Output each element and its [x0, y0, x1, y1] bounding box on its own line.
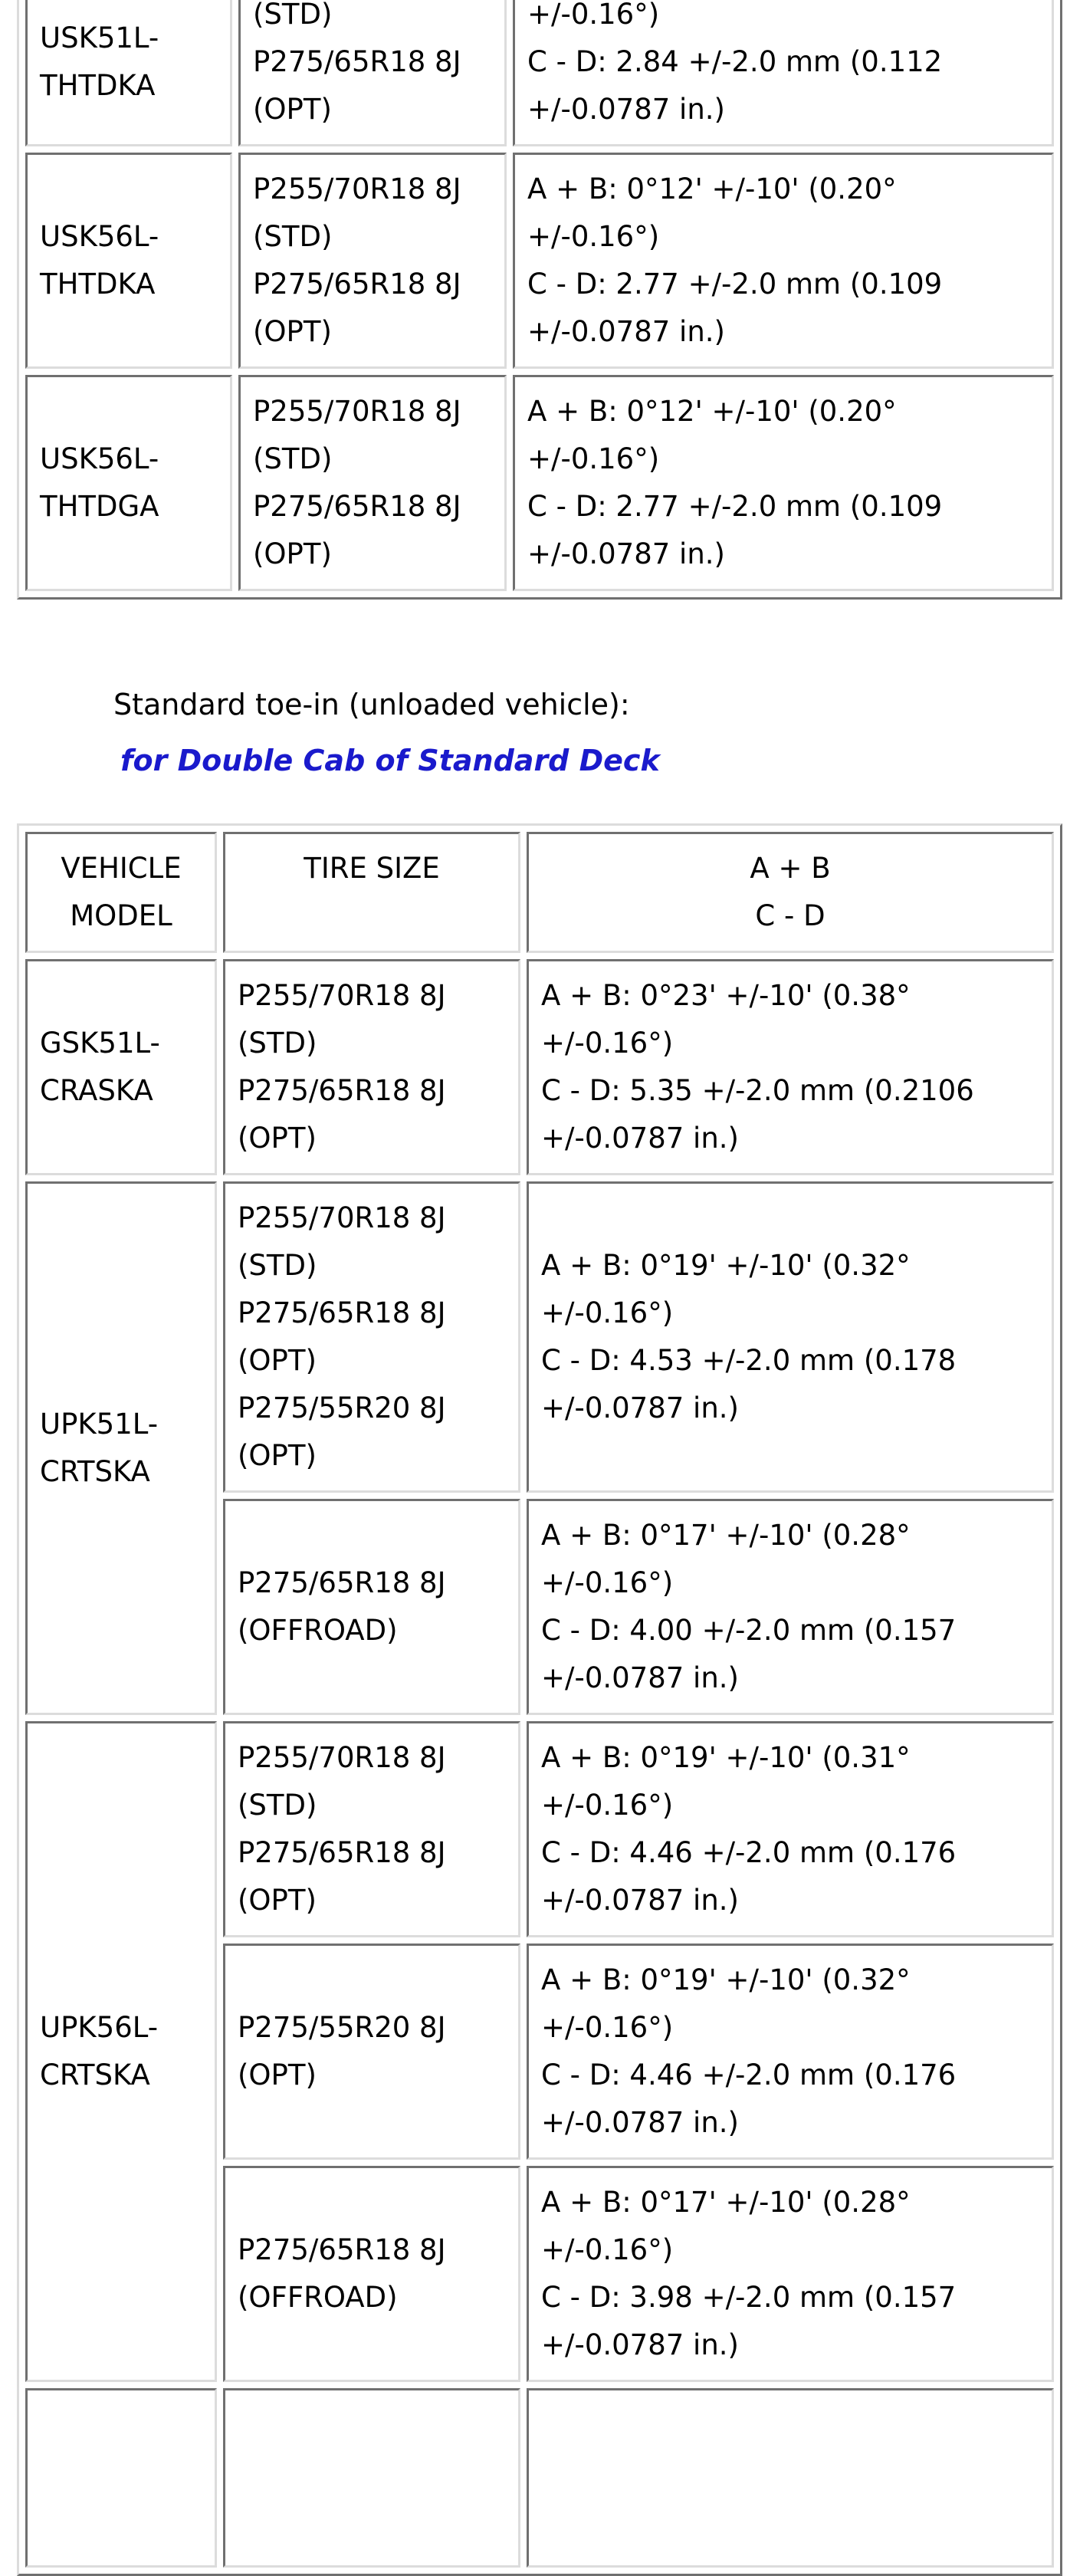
tire-line: (OPT)	[238, 1122, 317, 1155]
header-line: MODEL	[70, 899, 172, 932]
tire-line: P275/65R18 8J	[238, 2233, 446, 2266]
tire-line: (STD)	[238, 1027, 317, 1060]
section-subheading: for Double Cab of Standard Deck	[120, 744, 660, 777]
model-line: CRTSKA	[40, 1455, 150, 1488]
model-line: CRASKA	[40, 1074, 153, 1107]
toe-in-cell	[527, 2166, 1054, 2382]
spec-line: +/-0.16°)	[541, 2011, 674, 2044]
model-line: UPK51L-	[40, 1408, 159, 1441]
section-caption: Standard toe-in (unloaded vehicle):	[113, 688, 630, 721]
spec-line: +/-0.16°)	[527, 442, 660, 475]
spec-line: +/-0.0787 in.)	[541, 2106, 739, 2139]
tire-size-cell	[223, 1499, 520, 1715]
tire-line: P275/65R18 8J	[253, 490, 461, 523]
toe-in-cell	[527, 1499, 1054, 1715]
spec-line: +/-0.0787 in.)	[527, 537, 725, 570]
spec-line: C - D: 2.84 +/-2.0 mm (0.112	[527, 45, 943, 78]
tire-line: P255/70R18 8J	[253, 172, 461, 205]
header-row	[25, 832, 1054, 953]
tire-size-cell	[238, 153, 507, 369]
model-cell	[25, 1721, 217, 2382]
spec-line: +/-0.0787 in.)	[527, 315, 725, 348]
tire-line: P255/70R18 8J	[253, 395, 461, 428]
tire-line: P275/65R18 8J	[253, 268, 461, 301]
spec-line: +/-0.16°)	[541, 1566, 674, 1599]
spec-line: A + B: 0°19' +/-10' (0.32°	[541, 1963, 911, 1996]
tire-size-cell	[223, 2388, 520, 2568]
spec-line: A + B: 0°19' +/-10' (0.32°	[541, 1249, 911, 1282]
model-cell	[25, 375, 232, 591]
model-line: THTDKA	[40, 268, 156, 301]
spec-line: C - D: 3.98 +/-2.0 mm (0.157	[541, 2281, 957, 2314]
model-line: CRTSKA	[40, 2058, 150, 2091]
alignment-table-1	[17, 0, 1062, 600]
spec-line: A + B: 0°23' +/-10' (0.38°	[541, 979, 911, 1012]
table-row	[25, 153, 1054, 369]
spec-line: +/-0.0787 in.)	[541, 2328, 739, 2361]
spec-line: +/-0.0787 in.)	[541, 1122, 739, 1155]
model-cell	[25, 959, 217, 1175]
toe-in-cell	[527, 959, 1054, 1175]
tire-line: P275/65R18 8J	[238, 1566, 446, 1599]
spec-line: C - D: 4.53 +/-2.0 mm (0.178	[541, 1344, 957, 1377]
tire-line: P275/65R18 8J	[238, 1296, 446, 1329]
table-row	[25, 1721, 1054, 1937]
spec-line: +/-0.16°)	[541, 1027, 674, 1060]
tire-size-cell	[223, 1181, 520, 1493]
spec-line: C - D: 2.77 +/-2.0 mm (0.109	[527, 268, 943, 301]
header-line: VEHICLE	[61, 852, 182, 885]
toe-in-cell	[513, 153, 1054, 369]
header-model	[25, 832, 217, 953]
spec-line: C - D: 5.35 +/-2.0 mm (0.2106	[541, 1074, 974, 1107]
spec-line: +/-0.0787 in.)	[541, 1884, 739, 1917]
tire-line: P255/70R18 8J	[238, 979, 446, 1012]
table1-wrap	[17, 0, 1062, 600]
toe-in-cell	[527, 1181, 1054, 1493]
tire-line: (STD)	[238, 1789, 317, 1822]
tire-line: (OPT)	[253, 537, 332, 570]
model-line: USK56L-	[40, 442, 159, 475]
model-line: GSK51L-	[40, 1027, 160, 1060]
header-line: A + B	[750, 852, 831, 885]
tire-line: (STD)	[253, 442, 333, 475]
table-row	[25, 959, 1054, 1175]
tire-line: (OPT)	[253, 93, 332, 126]
header-spec	[527, 832, 1054, 953]
tire-line: (OPT)	[238, 1344, 317, 1377]
table2-wrap	[17, 823, 1062, 2576]
tire-line: P255/70R18 8J	[238, 1741, 446, 1774]
header-line: C - D	[755, 899, 825, 932]
table-row	[25, 1181, 1054, 1493]
model-cell	[25, 0, 232, 146]
spec-line: +/-0.16°)	[541, 2233, 674, 2266]
model-line: UPK56L-	[40, 2011, 159, 2044]
model-line: THTDGA	[40, 490, 159, 523]
model-cell	[25, 2388, 217, 2568]
tire-size-cell	[223, 1944, 520, 2160]
tire-line: P275/55R20 8J	[238, 2011, 446, 2044]
tire-size-cell	[223, 1721, 520, 1937]
table-row	[25, 2388, 1054, 2568]
spec-line: A + B: 0°17' +/-10' (0.28°	[541, 2186, 911, 2219]
spec-line: A + B: 0°19' +/-10' (0.31°	[541, 1741, 911, 1774]
table-row	[25, 375, 1054, 591]
spec-line: +/-0.16°)	[527, 220, 660, 253]
tire-line: (OPT)	[238, 2058, 317, 2091]
tire-size-cell	[223, 2166, 520, 2382]
tire-line: P275/65R18 8J	[238, 1074, 446, 1107]
spec-line: C - D: 4.46 +/-2.0 mm (0.176	[541, 1836, 957, 1869]
tire-line: P275/65R18 8J	[253, 45, 461, 78]
spec-line: C - D: 2.77 +/-2.0 mm (0.109	[527, 490, 943, 523]
tire-line: (STD)	[238, 1249, 317, 1282]
tire-line: (OPT)	[253, 315, 332, 348]
spec-line: +/-0.16°)	[541, 1789, 674, 1822]
tire-size-cell	[238, 375, 507, 591]
spec-line: A + B: 0°12' +/-10' (0.20°	[527, 395, 897, 428]
tire-line: (OFFROAD)	[238, 2281, 398, 2314]
tire-line: (OPT)	[238, 1439, 317, 1472]
spec-line: +/-0.0787 in.)	[527, 93, 725, 126]
table-row	[25, 0, 1054, 146]
spec-line: +/-0.0787 in.)	[541, 1392, 739, 1424]
header-line: TIRE SIZE	[304, 852, 440, 885]
model-cell	[25, 153, 232, 369]
model-line: USK56L-	[40, 220, 159, 253]
tire-line: (STD)	[253, 0, 333, 31]
spec-line: +/-0.16°)	[541, 1296, 674, 1329]
toe-in-cell	[513, 375, 1054, 591]
spec-line: C - D: 4.46 +/-2.0 mm (0.176	[541, 2058, 957, 2091]
spec-line: A + B: 0°17' +/-10' (0.28°	[541, 1519, 911, 1552]
toe-in-cell	[527, 1721, 1054, 1937]
tire-line: (OPT)	[238, 1884, 317, 1917]
toe-in-cell	[513, 0, 1054, 146]
tire-line: (STD)	[253, 220, 333, 253]
tire-size-cell	[238, 0, 507, 146]
spec-line: C - D: 4.00 +/-2.0 mm (0.157	[541, 1614, 957, 1647]
model-line: USK51L-	[40, 21, 159, 54]
tire-line: P275/65R18 8J	[238, 1836, 446, 1869]
toe-in-cell	[527, 1944, 1054, 2160]
alignment-table-2	[17, 823, 1062, 2576]
tire-line: P255/70R18 8J	[238, 1201, 446, 1234]
tire-line: P275/55R20 8J	[238, 1392, 446, 1424]
toe-in-cell	[527, 2388, 1054, 2568]
tire-line: (OFFROAD)	[238, 1614, 398, 1647]
spec-line: +/-0.0787 in.)	[541, 1661, 739, 1694]
model-line: THTDKA	[40, 69, 156, 102]
spec-line: +/-0.16°)	[527, 0, 660, 31]
header-tire-size	[223, 832, 520, 953]
tire-size-cell	[223, 959, 520, 1175]
spec-line: A + B: 0°12' +/-10' (0.20°	[527, 172, 897, 205]
model-cell	[25, 1181, 217, 1715]
